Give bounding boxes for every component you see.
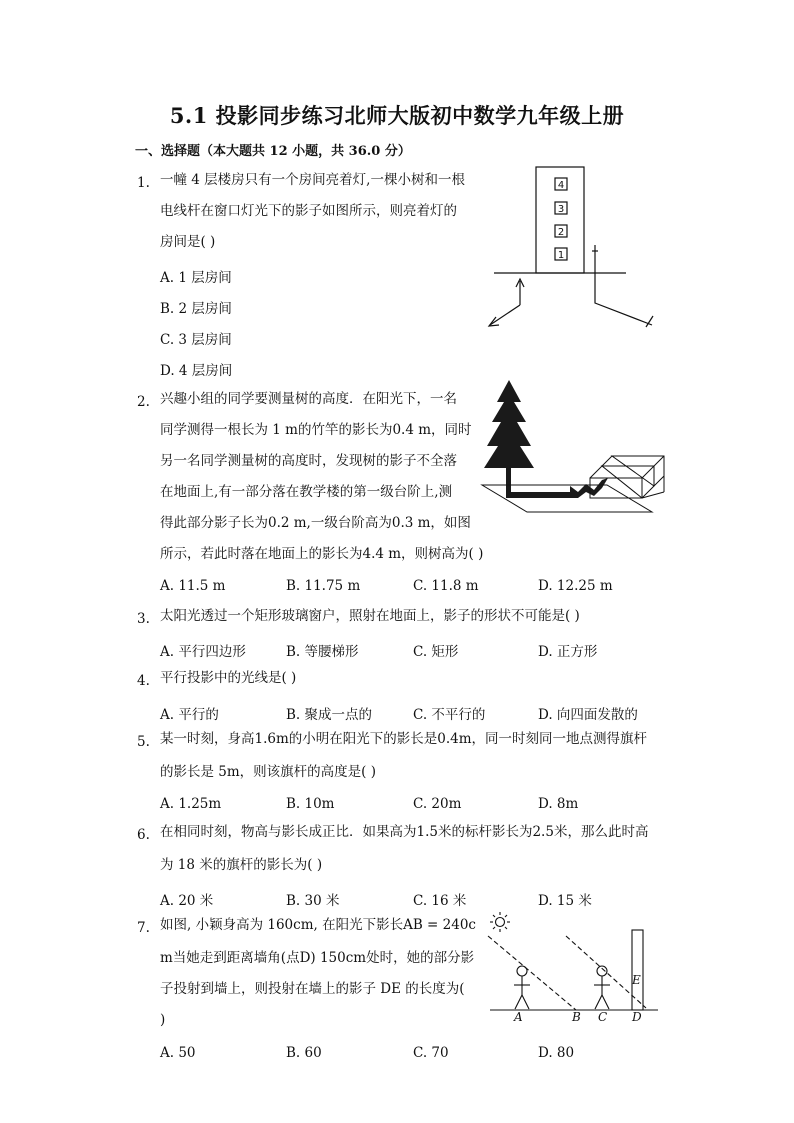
option-b: B. 聚成一点的 bbox=[286, 707, 373, 723]
option-a: A. 平行四边形 bbox=[160, 644, 246, 660]
question-text-line: 的影长是 5m，则该旗杆的高度是( ) bbox=[160, 764, 377, 780]
point-label-b: B bbox=[572, 1010, 581, 1024]
building-shadow-figure bbox=[490, 165, 670, 335]
question-text-line: 平行投影中的光线是( ) bbox=[160, 670, 297, 686]
question-number: 1. bbox=[137, 175, 150, 191]
option-b: B. 11.75 m bbox=[286, 578, 361, 594]
option-a: A. 20 米 bbox=[160, 893, 214, 909]
option-d: D. 正方形 bbox=[538, 644, 598, 660]
question-text-line: 太阳光透过一个矩形玻璃窗户，照射在地面上，影子的形状不可能是( ) bbox=[160, 608, 580, 624]
option-c: C. 16 米 bbox=[413, 893, 467, 909]
room-label-4: 4 bbox=[557, 180, 565, 191]
question-text-line: 另一名同学测量树的高度时，发现树的影子不全落 bbox=[160, 453, 457, 469]
option-b: B. 60 bbox=[286, 1045, 322, 1061]
option-b: B. 10m bbox=[286, 796, 335, 812]
question-text-line: 一幢 4 层楼房只有一个房间亮着灯,一棵小树和一根 bbox=[160, 172, 465, 188]
tree-stairs-figure bbox=[482, 380, 667, 515]
option-c: C. 20m bbox=[413, 796, 462, 812]
room-label-2: 2 bbox=[557, 227, 565, 238]
point-label-c: C bbox=[598, 1010, 608, 1024]
question-number: 4. bbox=[137, 673, 150, 689]
option-b: B. 等腰梯形 bbox=[286, 644, 359, 660]
question-number: 3. bbox=[137, 611, 150, 627]
question-number: 7. bbox=[137, 920, 150, 936]
section-heading: 一、选择题（本大题共 12 小题，共 36.0 分） bbox=[135, 144, 411, 159]
point-label-d: D bbox=[632, 1010, 642, 1024]
option-b: B. 2 层房间 bbox=[160, 301, 232, 317]
question-text-line: 电线杆在窗口灯光下的影子如图所示，则亮着灯的 bbox=[160, 203, 457, 219]
question-text-line: 同学测得一根长为 1 m的竹竿的影长为0.4 m，同时 bbox=[160, 422, 472, 438]
question-text-line: ) bbox=[160, 1012, 166, 1028]
point-label-e: E bbox=[632, 973, 641, 987]
option-a: A. 1 层房间 bbox=[160, 270, 232, 286]
question-text-line: 在相同时刻，物高与影长成正比．如果高为1.5米的标杆影长为2.5米，那么此时高 bbox=[160, 824, 649, 840]
question-text-line: 如图, 小颖身高为 160cm, 在阳光下影长AB = 240c bbox=[160, 917, 476, 933]
question-text-line: 为 18 米的旗杆的影长为( ) bbox=[160, 857, 323, 873]
option-c: C. 11.8 m bbox=[413, 578, 479, 594]
option-c: C. 不平行的 bbox=[413, 707, 486, 723]
question-text-line: 房间是( ) bbox=[160, 234, 216, 250]
option-a: A. 平行的 bbox=[160, 707, 219, 723]
option-d: D. 向四面发散的 bbox=[538, 707, 638, 723]
option-c: C. 3 层房间 bbox=[160, 332, 232, 348]
question-text-line: 兴趣小组的同学要测量树的高度．在阳光下，一名 bbox=[160, 391, 457, 407]
option-a: A. 11.5 m bbox=[160, 578, 226, 594]
option-a: A. 50 bbox=[160, 1045, 196, 1061]
option-c: C. 矩形 bbox=[413, 644, 459, 660]
question-number: 5. bbox=[137, 734, 150, 750]
option-b: B. 30 米 bbox=[286, 893, 340, 909]
option-c: C. 70 bbox=[413, 1045, 449, 1061]
option-d: D. 8m bbox=[538, 796, 579, 812]
option-d: D. 15 米 bbox=[538, 893, 592, 909]
question-text-line: 在地面上,有一部分落在教学楼的第一级台阶上,测 bbox=[160, 484, 453, 500]
room-label-1: 1 bbox=[557, 250, 565, 261]
point-label-a: A bbox=[514, 1010, 523, 1024]
room-label-3: 3 bbox=[557, 204, 565, 215]
option-d: D. 4 层房间 bbox=[160, 363, 233, 379]
option-d: D. 80 bbox=[538, 1045, 575, 1061]
question-text-line: 某一时刻，身高1.6m的小明在阳光下的影长是0.4m，同一时刻同一地点测得旗杆 bbox=[160, 731, 648, 747]
question-text-line: 得此部分影子长为0.2 m,一级台阶高为0.3 m，如图 bbox=[160, 515, 471, 531]
option-d: D. 12.25 m bbox=[538, 578, 613, 594]
sunlight-wall-figure bbox=[486, 910, 666, 1025]
page-title: 5.1 投影同步练习北师大版初中数学九年级上册 bbox=[169, 103, 625, 128]
question-text-line: 所示，若此时落在地面上的影长为4.4 m，则树高为( ) bbox=[160, 546, 484, 562]
question-text-line: m当她走到距离墙角(点D) 150cm处时，她的部分影 bbox=[160, 950, 475, 966]
option-a: A. 1.25m bbox=[160, 796, 222, 812]
question-number: 2. bbox=[137, 394, 150, 410]
question-text-line: 子投射到墙上，则投射在墙上的影子 DE 的长度为( bbox=[160, 981, 465, 997]
question-number: 6. bbox=[137, 827, 150, 843]
sun-icon bbox=[496, 918, 505, 927]
